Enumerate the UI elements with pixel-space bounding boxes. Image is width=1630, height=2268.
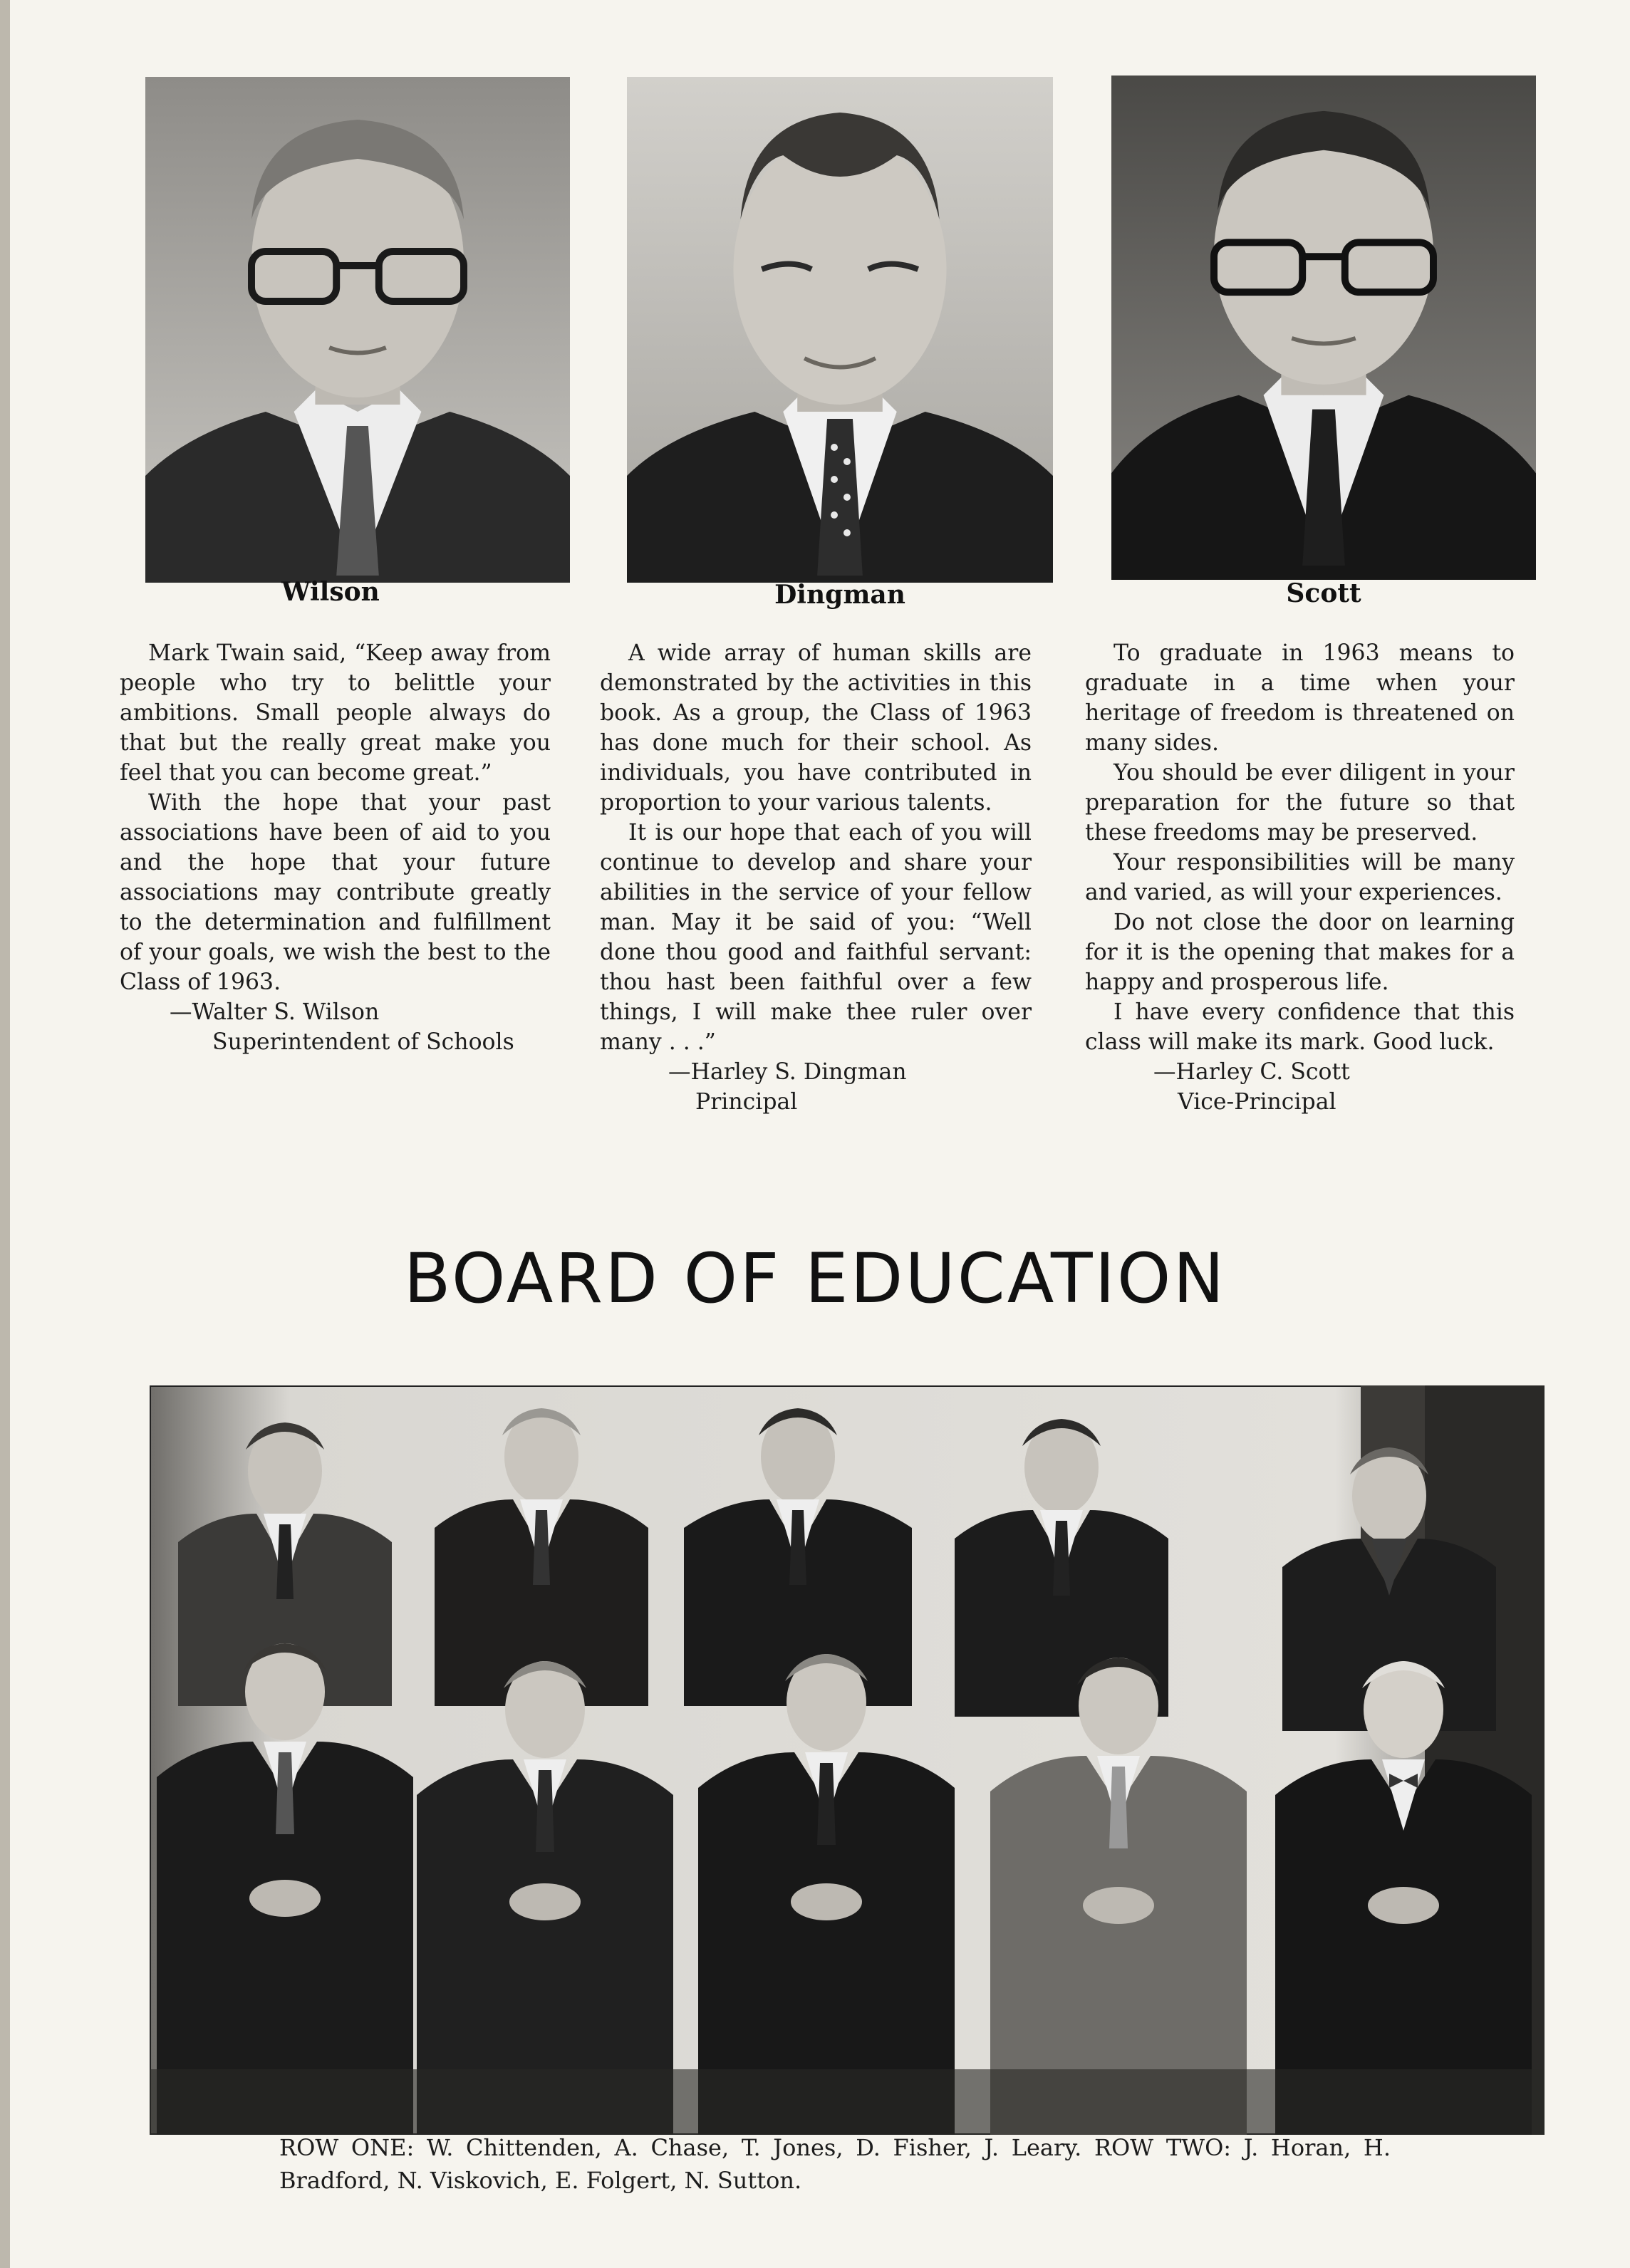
portrait-name-dingman: Dingman [774, 580, 905, 610]
signature-name: —Harley C. Scott [1153, 1059, 1350, 1085]
portrait-photo-wilson [145, 77, 570, 583]
message-paragraph: Your responsibilities will be many and varied, as will your experiences. [1085, 850, 1515, 905]
message-dingman [600, 638, 1032, 1117]
message-paragraph: It is our hope that each of you will continue to develop and share your abilities in the service of your fellow man. May it be said of you: “Well done thou good and faithful servant: thou hast been faithful over a few things, I will make thee ruler over many . . .” [600, 820, 1032, 1055]
message-wilson [120, 638, 551, 1057]
message-paragraph: I have every confidence that this class will make its mark. Good luck. [1085, 999, 1515, 1055]
message-paragraph: With the hope that your past associations have been of aid to you and the hope that your future associations may contribute greatly to the determination and fulfillment of your goals, we wish the best to the Class of 1963. [120, 790, 551, 995]
message-paragraph: Mark Twain said, “Keep away from people who try to belittle your ambitions. Small people always do that but the really great make you feel that you can become great.” [120, 640, 551, 786]
signature-title: Vice-Principal [1178, 1089, 1336, 1115]
signature-title: Superintendent of Schools [212, 1029, 514, 1055]
signature-title: Principal [695, 1089, 798, 1115]
portrait-name-wilson: Wilson [281, 577, 380, 607]
portrait-photo-dingman [627, 77, 1053, 583]
message-scott [1085, 638, 1515, 1117]
message-paragraph: To graduate in 1963 means to graduate in a time when your heritage of freedom is threatened on many sides. [1085, 640, 1515, 756]
portrait-name-scott: Scott [1286, 578, 1361, 608]
signature-name: —Harley S. Dingman [668, 1059, 907, 1085]
portrait-photo-scott [1111, 76, 1536, 580]
message-paragraph: Do not close the door on learning for it is the opening that makes for a happy and prosperous life. [1085, 910, 1515, 995]
signature-name: —Walter S. Wilson [170, 999, 380, 1025]
board-group-photo [150, 1385, 1545, 2135]
board-heading: BOARD OF EDUCATION [403, 1239, 1227, 1318]
board-photo-caption: ROW ONE: W. Chittenden, A. Chase, T. Jones, D. Fisher, J. Leary. ROW TWO: J. Horan, H. Bradford, N. Viskovich, E. Folgert, N. Sutton. [279, 2134, 1391, 2194]
message-paragraph: A wide array of human skills are demonstrated by the activities in this book. As a group, the Class of 1963 has done much for their school. As individuals, you have contributed in proportion to your various talents. [600, 640, 1032, 816]
message-paragraph: You should be ever diligent in your preparation for the future so that these freedoms may be preserved. [1085, 760, 1515, 846]
page-edge [0, 0, 10, 2268]
